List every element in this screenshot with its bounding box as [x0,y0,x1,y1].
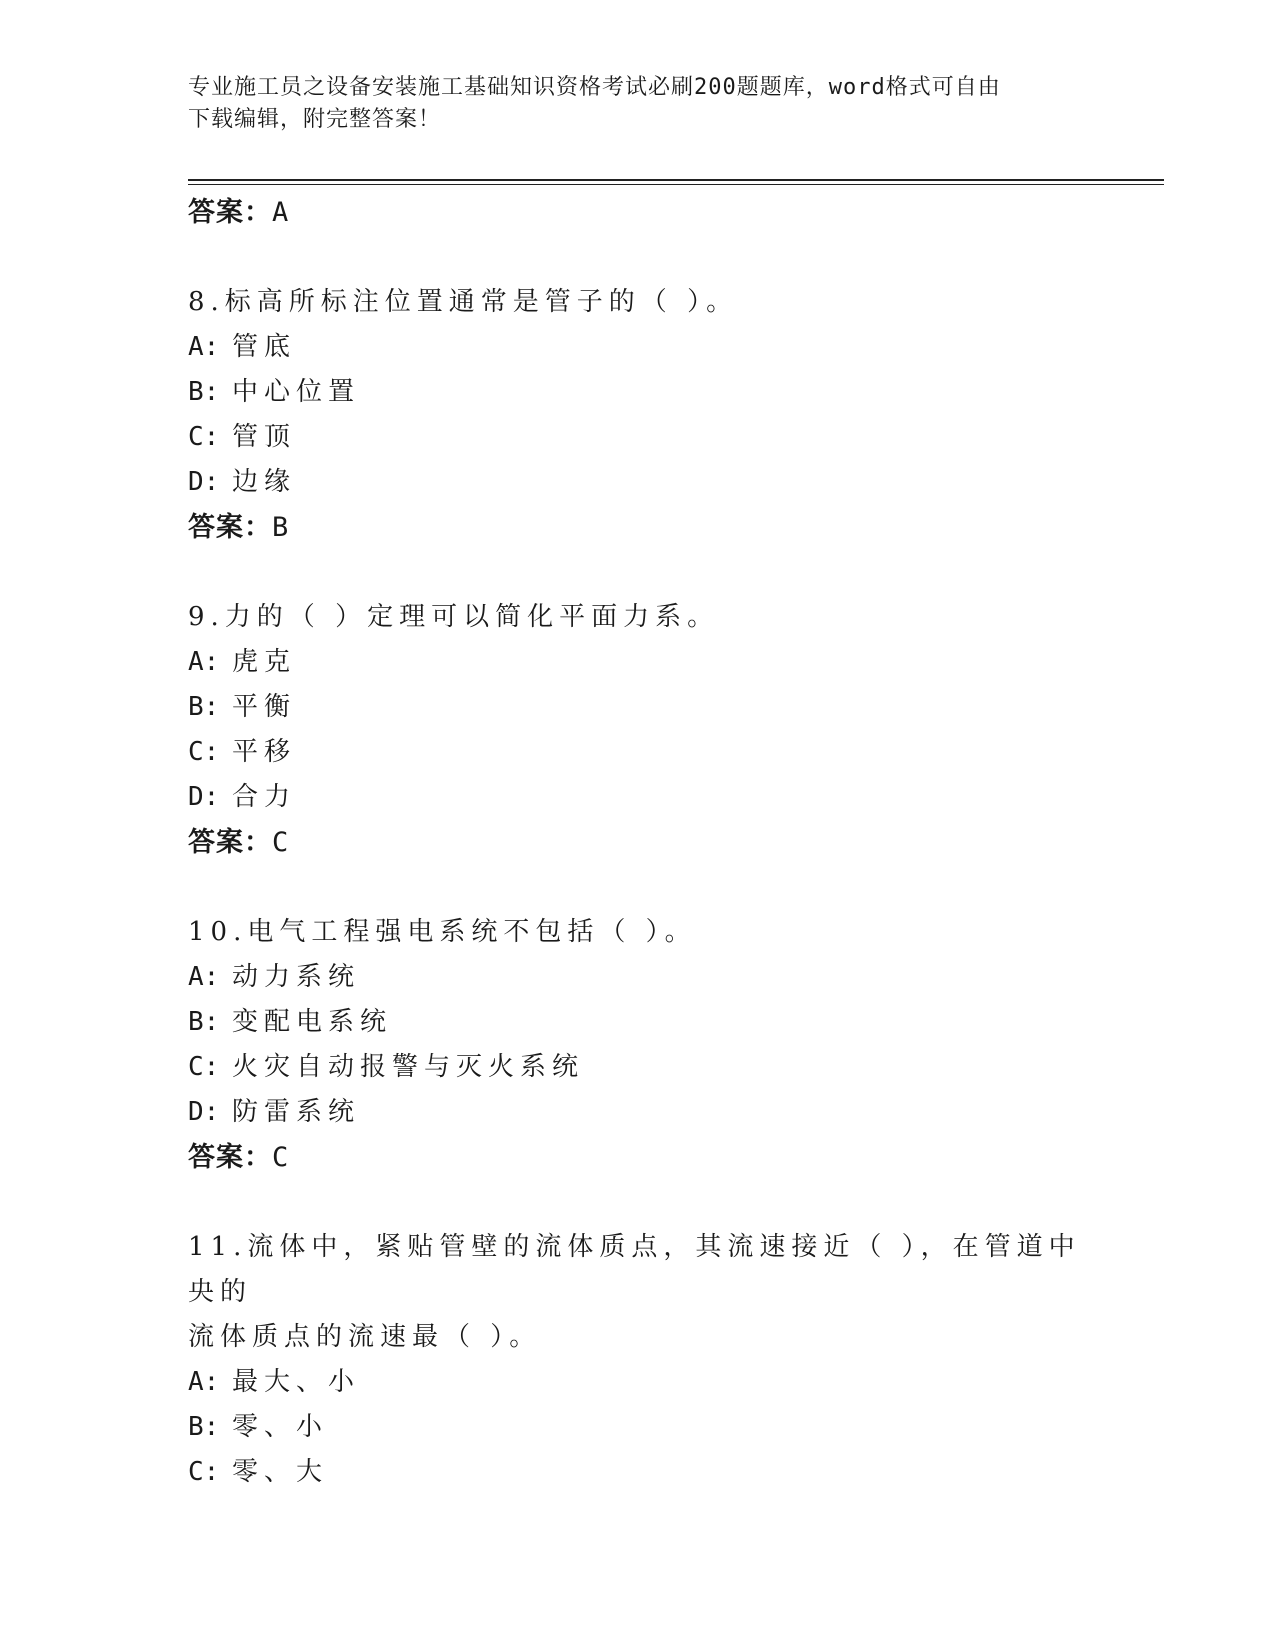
option-letter: D: [188,467,220,497]
header-title-line-1: 专业施工员之设备安装施工基础知识资格考试必刷200题题库，word格式可自由 [188,75,1001,100]
option-text: 边缘 [232,467,297,497]
answer-value: A [272,197,290,228]
question-item [188,280,1088,550]
header-divider-thin [188,184,1164,185]
answer-line [188,1135,1088,1180]
option-b [188,370,1088,415]
option-text: 管顶 [232,422,297,452]
answer-label: 答案： [188,827,272,858]
option-b [188,685,1088,730]
option-b [188,1405,1088,1450]
option-a [188,1360,1088,1405]
option-letter: D: [188,782,220,812]
option-letter: B: [188,377,220,407]
option-text: 零、大 [232,1457,329,1487]
option-text: 零、小 [232,1412,329,1442]
question-stem: 9.力的（ ）定理可以简化平面力系。 [188,602,720,632]
answer-value: C [272,827,290,858]
option-letter: A: [188,962,220,992]
answer-label: 答案： [188,1142,272,1173]
option-text: 合力 [232,782,297,812]
option-a [188,955,1088,1000]
option-c [188,1045,1088,1090]
option-text: 管底 [232,332,297,362]
option-text: 动力系统 [232,962,361,992]
answer-value: B [272,512,290,543]
option-letter: A: [188,647,220,677]
option-c [188,1450,1088,1495]
answer-label: 答案： [188,512,272,543]
answer-line [188,190,1088,235]
option-text: 最大、小 [232,1367,361,1397]
question-stem: 8.标高所标注位置通常是管子的（ ）。 [188,287,739,317]
answer-line [188,820,1088,865]
option-letter: B: [188,692,220,722]
option-letter: A: [188,332,220,362]
question-stem: 10.电气工程强电系统不包括（ ）。 [188,917,697,947]
answer-label: 答案： [188,197,272,228]
option-letter: B: [188,1412,220,1442]
header-title-line-2: 下载编辑，附完整答案！ [188,107,442,132]
question-stem-continued: 流体质点的流速最（ ）。 [188,1322,542,1352]
option-letter: B: [188,1007,220,1037]
question-item [188,1225,1088,1495]
option-a [188,325,1088,370]
document-header [188,72,1088,136]
option-c [188,730,1088,775]
header-divider-thick [188,179,1164,181]
question-item [188,910,1088,1180]
question-stem: 11.流体中，紧贴管壁的流体质点，其流速接近（ ），在管道中央的 [188,1232,1081,1307]
option-letter: C: [188,1052,220,1082]
question-list [188,190,1088,1495]
option-text: 虎克 [232,647,297,677]
option-letter: C: [188,1457,220,1487]
option-letter: A: [188,1367,220,1397]
option-d [188,460,1088,505]
option-text: 平衡 [232,692,297,722]
option-d [188,775,1088,820]
option-text: 变配电系统 [232,1007,393,1037]
option-text: 中心位置 [232,377,361,407]
option-a [188,640,1088,685]
option-letter: D: [188,1097,220,1127]
option-c [188,415,1088,460]
answer-line [188,505,1088,550]
option-letter: C: [188,422,220,452]
option-d [188,1090,1088,1135]
option-text: 平移 [232,737,297,767]
option-text: 火灾自动报警与灭火系统 [232,1052,585,1082]
answer-value: C [272,1142,290,1173]
option-b [188,1000,1088,1045]
option-text: 防雷系统 [232,1097,361,1127]
option-letter: C: [188,737,220,767]
question-item [188,595,1088,865]
